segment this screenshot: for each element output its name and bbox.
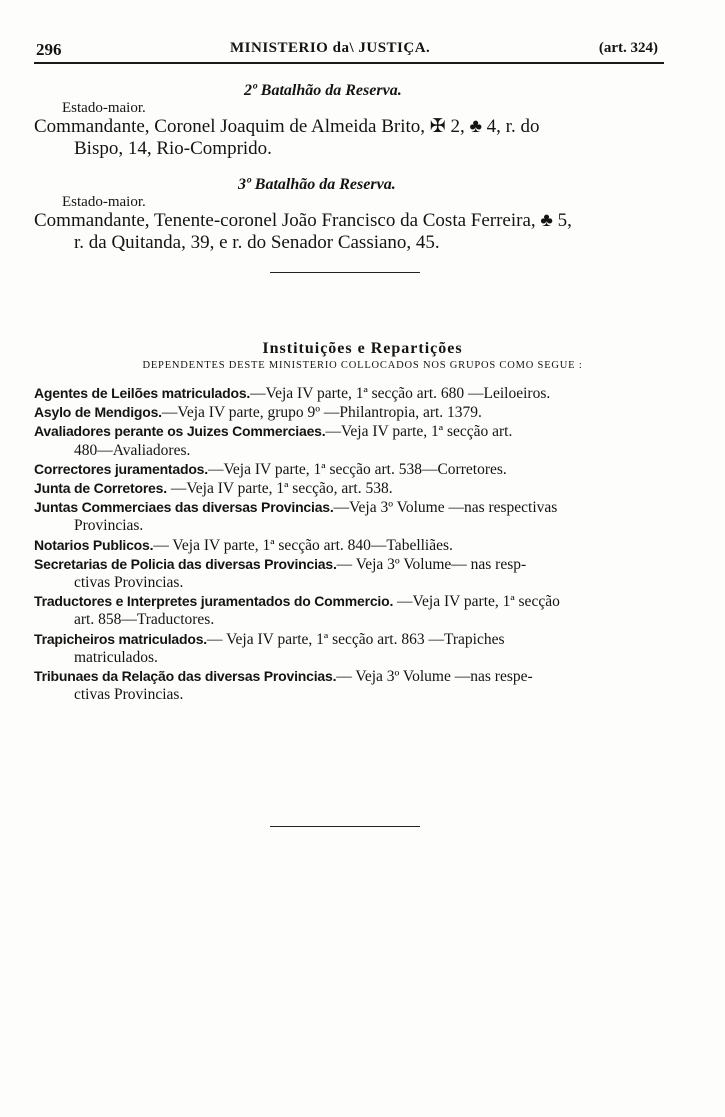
reserva2-estado: Estado-maior. [62, 100, 146, 116]
section-title: Instituições e Repartições [262, 340, 463, 357]
reserva3-line1: Commandante, Tenente-coronel João Francisco da Costa Ferreira, ♣ 5, [34, 210, 572, 231]
bottom-rule [270, 826, 420, 827]
list-item: Traductores e Interpretes juramentados do Commercio. —Veja IV parte, 1ª secção art. 858—Traductores. [34, 593, 560, 629]
list-item: Juntas Commerciaes das diversas Provincias.—Veja 3º Volume —nas respectivas Provincias. [34, 499, 558, 535]
list-item: Avaliadores perante os Juizes Commerciaes.—Veja IV parte, 1ª secção art. 480—Avaliadores. [34, 423, 513, 459]
reserva2-title: 2º Batalhão da Reserva. [244, 82, 402, 99]
reserva2-line1: Commandante, Coronel Joaquim de Almeida Brito, ✠ 2, ♣ 4, r. do [34, 116, 540, 137]
running-title: MINISTERIO da\ JUSTIÇA. [230, 40, 431, 56]
reserva3-title: 3º Batalhão da Reserva. [238, 176, 396, 193]
list-item: Asylo de Mendigos.—Veja IV parte, grupo 9º —Philantropia, art. 1379. [34, 404, 482, 422]
reserva2-line2: Bispo, 14, Rio-Comprido. [74, 138, 272, 159]
institutions-list [34, 384, 666, 704]
section-subtitle: DEPENDENTES DESTE MINISTERIO COLLOCADOS NOS GRUPOS COMO SEGUE : [142, 360, 583, 371]
list-item: Agentes de Leilões matriculados.—Veja IV parte, 1ª secção art. 680 —Leiloeiros. [34, 385, 551, 402]
list-item: Tribunaes da Relação das diversas Provincias.— Veja 3º Volume —nas respe- ctivas Provincias. [34, 668, 533, 704]
list-item: Secretarias de Policia das diversas Provincias.— Veja 3º Volume— nas resp- ctivas Provincias. [34, 555, 527, 592]
reserva3-estado: Estado-maior. [62, 194, 146, 210]
list-item: Junta de Corretores. —Veja IV parte, 1ª secção, art. 538. [34, 480, 393, 498]
reserva3-line2: r. da Quitanda, 39, e r. do Senador Cassiano, 45. [74, 232, 440, 253]
reserva3-entry [34, 210, 666, 254]
page-header [34, 36, 664, 64]
list-item: Trapicheiros matriculados.— Veja IV parte, 1ª secção art. 863 —Trapiches matriculados. [34, 630, 505, 666]
list-item: Notarios Publicos.— Veja IV parte, 1ª secção art. 840—Tabelliães. [34, 536, 453, 554]
reserva2-entry [34, 116, 666, 160]
list-item: Correctores juramentados.—Veja IV parte, 1ª secção art. 538—Corretores. [34, 460, 507, 478]
page-number: 296 [36, 40, 62, 59]
article-reference: (art. 324) [598, 40, 658, 56]
divider-rule [270, 272, 420, 273]
